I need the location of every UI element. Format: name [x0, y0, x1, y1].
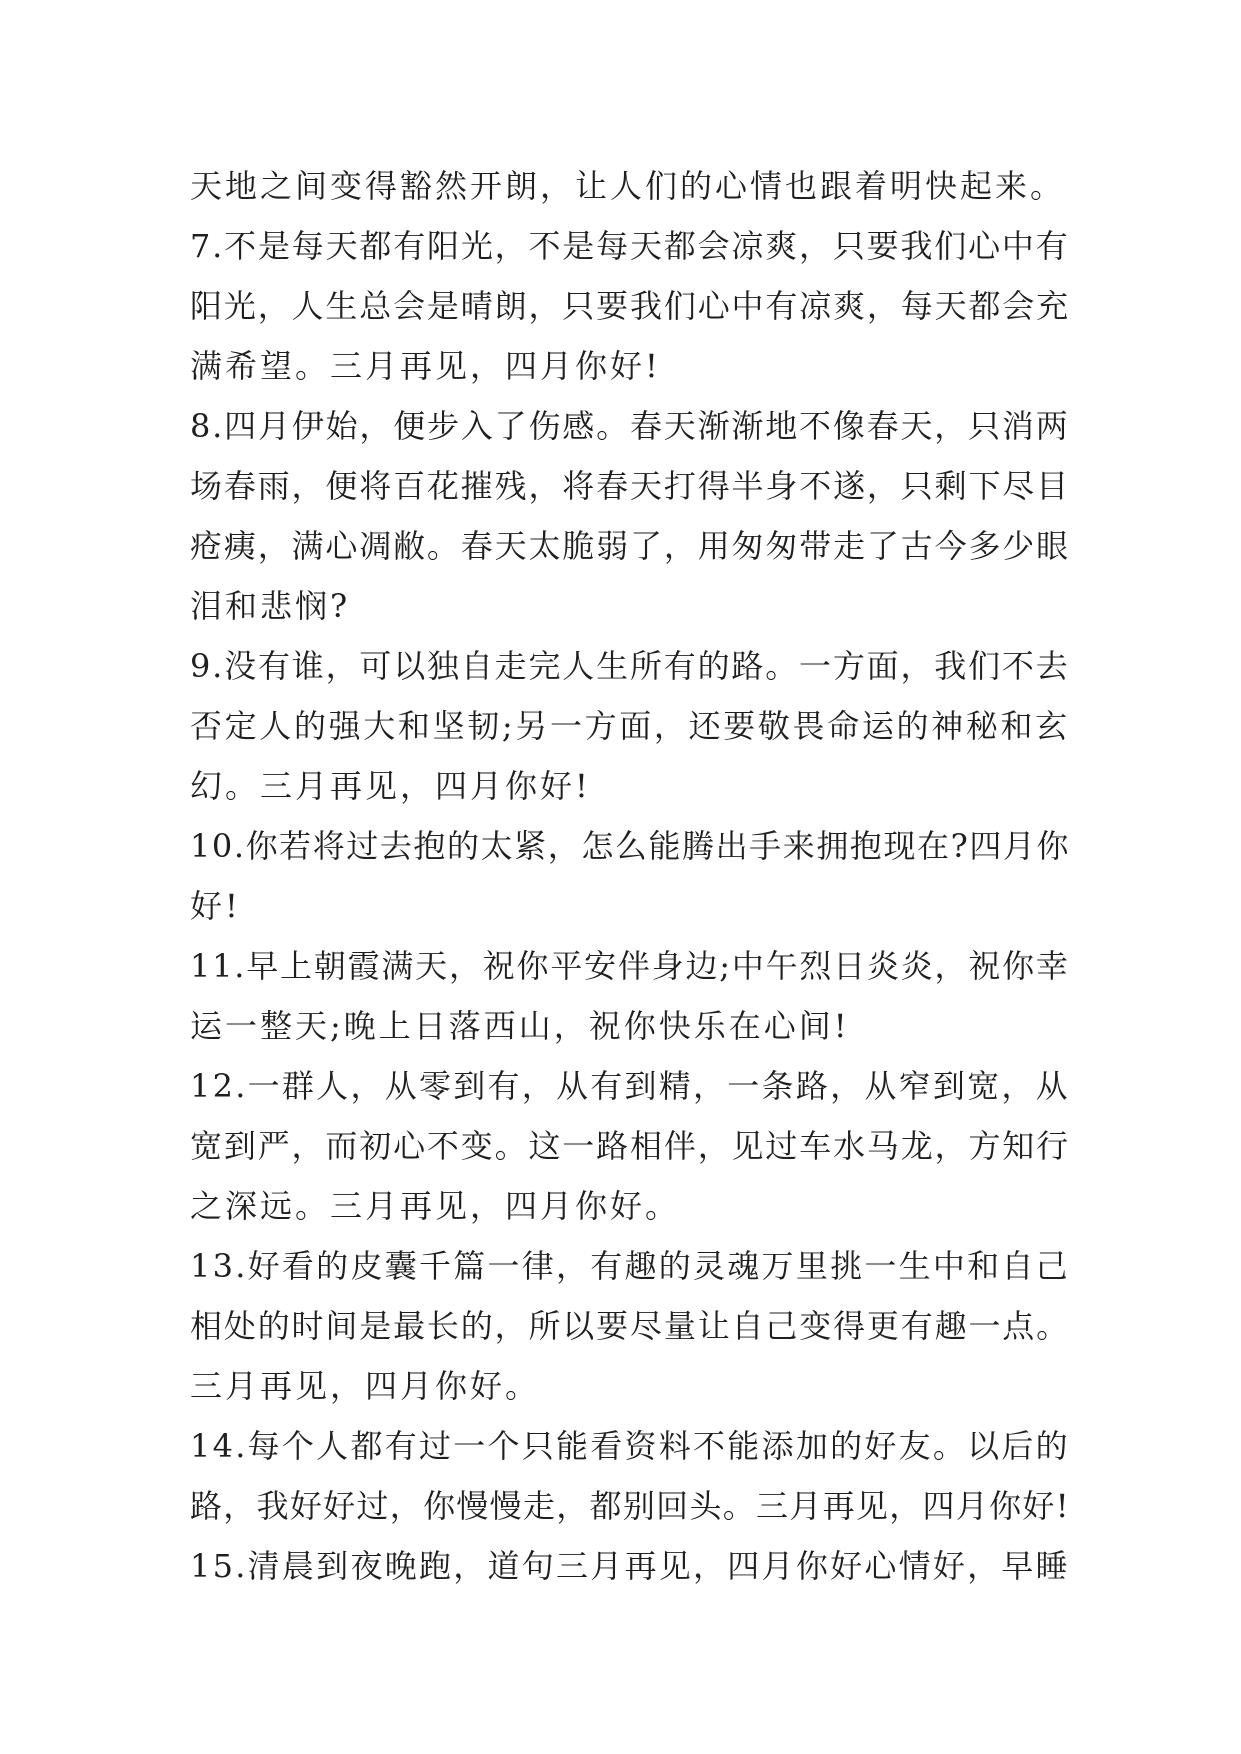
text-line: 相处的时间是最长的，所以要尽量让自己变得更有趣一点。	[190, 1307, 1071, 1345]
text-line: 场春雨，便将百花摧残，将春天打得半身不遂，只剩下尽目	[190, 467, 1071, 505]
text-line: 幻。三月再见，四月你好!	[190, 767, 591, 805]
text-line: 三月再见，四月你好。	[190, 1367, 541, 1405]
text-line: 之深远。三月再见，四月你好。	[190, 1187, 681, 1225]
text-line: 路，我好好过，你慢慢走，都别回头。三月再见，四月你好!	[190, 1487, 1070, 1525]
text-line: 疮痍，满心凋敝。春天太脆弱了，用匆匆带走了古今多少眼	[190, 527, 1071, 565]
document-body	[190, 156, 1070, 1596]
text-line: 9.没有谁，可以独自走完人生所有的路。一方面，我们不去	[190, 647, 1070, 685]
text-line: 否定人的强大和坚韧;另一方面，还要敬畏命运的神秘和玄	[190, 707, 1070, 745]
text-line: 好!	[190, 887, 241, 925]
text-line: 10.你若将过去抱的太紧，怎么能腾出手来拥抱现在?四月你	[190, 827, 1071, 865]
text-line: 天地之间变得豁然开朗，让人们的心情也跟着明快起来。	[190, 167, 1066, 205]
text-line: 12.一群人，从零到有，从有到精，一条路，从窄到宽，从	[190, 1067, 1070, 1105]
text-line: 11.早上朝霞满天，祝你平安伴身边;中午烈日炎炎，祝你幸	[190, 947, 1070, 985]
text-line: 13.好看的皮囊千篇一律，有趣的灵魂万里挑一生中和自己	[190, 1247, 1070, 1285]
text-line: 宽到严，而初心不变。这一路相伴，见过车水马龙，方知行	[190, 1127, 1071, 1165]
text-line: 7.不是每天都有阳光，不是每天都会凉爽，只要我们心中有	[190, 227, 1070, 265]
text-line: 14.每个人都有过一个只能看资料不能添加的好友。以后的	[190, 1427, 1070, 1465]
text-line: 8.四月伊始，便步入了伤感。春天渐渐地不像春天，只消两	[190, 407, 1070, 445]
text-line: 阳光，人生总会是晴朗，只要我们心中有凉爽，每天都会充	[190, 287, 1071, 325]
text-line: 运一整天;晚上日落西山，祝你快乐在心间!	[190, 1007, 850, 1045]
text-line: 满希望。三月再见，四月你好!	[190, 347, 661, 385]
text-line: 泪和悲悯?	[190, 587, 351, 625]
text-line: 15.清晨到夜晚跑，道句三月再见，四月你好心情好，早睡	[190, 1547, 1070, 1585]
